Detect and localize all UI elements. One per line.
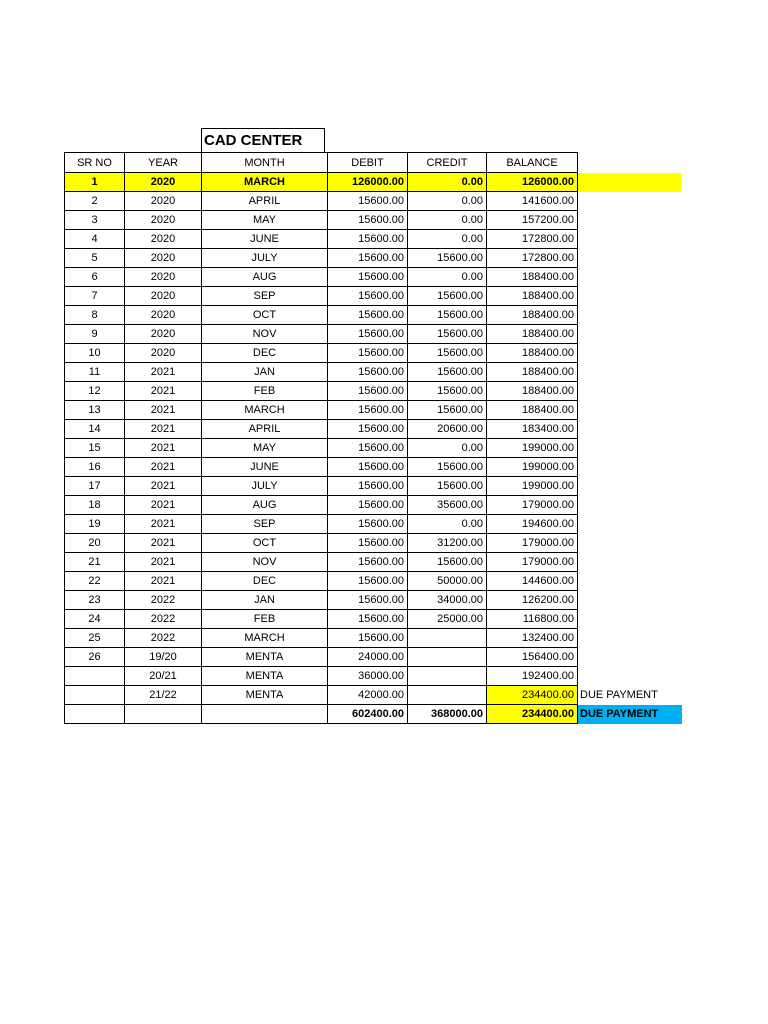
cell-year: 2021 [125, 439, 202, 458]
table-row [65, 325, 682, 344]
cell-month: APRIL [202, 192, 328, 211]
cell-month: MARCH [202, 401, 328, 420]
due-payment-label [578, 306, 682, 325]
cell-year: 2022 [125, 629, 202, 648]
table-row [65, 211, 682, 230]
cell-debit: 15600.00 [328, 287, 408, 306]
table-row [65, 439, 682, 458]
cell-balance: 179000.00 [487, 496, 578, 515]
cell-debit: 15600.00 [328, 382, 408, 401]
cell-year: 2020 [125, 306, 202, 325]
table-row [65, 192, 682, 211]
cell-balance: 157200.00 [487, 211, 578, 230]
cell-year: 2022 [125, 591, 202, 610]
cell-year: 2021 [125, 382, 202, 401]
table-row [65, 553, 682, 572]
cell-balance: 188400.00 [487, 363, 578, 382]
cell-debit: 15600.00 [328, 192, 408, 211]
cell-balance: 188400.00 [487, 268, 578, 287]
cell-credit: 15600.00 [408, 249, 487, 268]
due-payment-label [578, 534, 682, 553]
cell-debit: 15600.00 [328, 420, 408, 439]
cell-balance: 116800.00 [487, 610, 578, 629]
cell-debit: 15600.00 [328, 401, 408, 420]
cell-sr: 4 [65, 230, 125, 249]
cell-year: 2020 [125, 287, 202, 306]
cell-credit: 0.00 [408, 173, 487, 192]
cell-debit: 15600.00 [328, 458, 408, 477]
cell-month: MARCH [202, 629, 328, 648]
due-payment-label [578, 230, 682, 249]
cell-year: 2021 [125, 477, 202, 496]
cell-month: DEC [202, 344, 328, 363]
cell-debit: 15600.00 [328, 496, 408, 515]
table-row [65, 667, 682, 686]
due-payment-label [578, 192, 682, 211]
cell-sr: 1 [65, 173, 125, 192]
cell-month: MENTA [202, 686, 328, 705]
table-row [65, 401, 682, 420]
table-row [65, 230, 682, 249]
cell-year: 2021 [125, 401, 202, 420]
cell-month: NOV [202, 553, 328, 572]
table-row [65, 363, 682, 382]
cell-credit: 15600.00 [408, 344, 487, 363]
due-payment-label [578, 249, 682, 268]
cell-balance: 132400.00 [487, 629, 578, 648]
cell-sr: 17 [65, 477, 125, 496]
cell-year: 2021 [125, 553, 202, 572]
due-payment-label [578, 382, 682, 401]
cell-debit: 15600.00 [328, 515, 408, 534]
due-payment-label [578, 553, 682, 572]
cell-balance: 192400.00 [487, 667, 578, 686]
cell-month: APRIL [202, 420, 328, 439]
cell-credit: 0.00 [408, 268, 487, 287]
cell-year: 2021 [125, 420, 202, 439]
cell-month: AUG [202, 496, 328, 515]
cell-month: NOV [202, 325, 328, 344]
cell-balance: 172800.00 [487, 249, 578, 268]
due-payment-label [578, 420, 682, 439]
cell-debit: 602400.00 [328, 705, 408, 724]
header-debit: DEBIT [328, 153, 408, 173]
cell-credit: 0.00 [408, 515, 487, 534]
cell-credit: 15600.00 [408, 306, 487, 325]
cell-month: MAY [202, 211, 328, 230]
cell-debit: 15600.00 [328, 591, 408, 610]
cell-month: MENTA [202, 667, 328, 686]
cell-credit: 15600.00 [408, 477, 487, 496]
due-payment-label [578, 667, 682, 686]
cell-credit: 34000.00 [408, 591, 487, 610]
cell-year: 2021 [125, 363, 202, 382]
cell-year: 21/22 [125, 686, 202, 705]
due-payment-label [578, 268, 682, 287]
cell-credit: 0.00 [408, 439, 487, 458]
cell-balance: 179000.00 [487, 553, 578, 572]
table-row [65, 477, 682, 496]
cell-balance: 188400.00 [487, 325, 578, 344]
due-payment-label: DUE PAYMENT [578, 705, 682, 724]
cell-month: MAY [202, 439, 328, 458]
spreadsheet-page [64, 128, 682, 724]
cell-sr: 15 [65, 439, 125, 458]
cell-balance: 172800.00 [487, 230, 578, 249]
cell-month: SEP [202, 515, 328, 534]
cell-debit: 15600.00 [328, 363, 408, 382]
cell-month: FEB [202, 610, 328, 629]
cell-credit [408, 667, 487, 686]
cell-debit: 15600.00 [328, 268, 408, 287]
cell-balance: 199000.00 [487, 439, 578, 458]
table-row [65, 686, 682, 705]
cell-year: 2021 [125, 572, 202, 591]
header-credit: CREDIT [408, 153, 487, 173]
cell-month: MARCH [202, 173, 328, 192]
cell-credit: 15600.00 [408, 287, 487, 306]
due-payment-label [578, 515, 682, 534]
cell-sr: 6 [65, 268, 125, 287]
due-payment-label [578, 458, 682, 477]
cell-sr: 7 [65, 287, 125, 306]
header-year: YEAR [125, 153, 202, 173]
cell-credit: 15600.00 [408, 382, 487, 401]
cell-sr: 16 [65, 458, 125, 477]
cell-debit: 126000.00 [328, 173, 408, 192]
table-row [65, 496, 682, 515]
cell-sr [65, 686, 125, 705]
table-row [65, 249, 682, 268]
cell-year: 2020 [125, 192, 202, 211]
cell-month: OCT [202, 306, 328, 325]
cell-year: 2020 [125, 325, 202, 344]
cell-credit: 0.00 [408, 192, 487, 211]
cell-debit: 15600.00 [328, 325, 408, 344]
cell-credit: 31200.00 [408, 534, 487, 553]
table-row [65, 268, 682, 287]
cell-credit: 35600.00 [408, 496, 487, 515]
cell-debit: 24000.00 [328, 648, 408, 667]
due-payment-label [578, 211, 682, 230]
table-row [65, 458, 682, 477]
table-row [65, 287, 682, 306]
cell-balance: 199000.00 [487, 458, 578, 477]
table-row [65, 534, 682, 553]
cell-balance: 156400.00 [487, 648, 578, 667]
cell-sr: 18 [65, 496, 125, 515]
table-row [65, 420, 682, 439]
header-note-spacer [578, 153, 682, 173]
due-payment-label [578, 344, 682, 363]
cell-balance: 188400.00 [487, 287, 578, 306]
due-payment-label [578, 629, 682, 648]
cell-year: 2021 [125, 458, 202, 477]
cell-debit: 42000.00 [328, 686, 408, 705]
header-balance: BALANCE [487, 153, 578, 173]
cell-balance: 188400.00 [487, 401, 578, 420]
cell-balance: 144600.00 [487, 572, 578, 591]
cell-balance: 188400.00 [487, 344, 578, 363]
cell-sr: 22 [65, 572, 125, 591]
due-payment-label: DUE PAYMENT [580, 689, 658, 701]
cell-credit [408, 686, 487, 705]
cell-debit: 15600.00 [328, 572, 408, 591]
cell-sr: 26 [65, 648, 125, 667]
table-row [65, 629, 682, 648]
cell-debit: 15600.00 [328, 439, 408, 458]
cell-month: JULY [202, 477, 328, 496]
cell-year: 2020 [125, 173, 202, 192]
cell-month: OCT [202, 534, 328, 553]
cell-debit: 15600.00 [328, 306, 408, 325]
cell-debit: 15600.00 [328, 610, 408, 629]
cell-credit: 0.00 [408, 230, 487, 249]
cell-month: FEB [202, 382, 328, 401]
cell-debit: 15600.00 [328, 553, 408, 572]
cell-debit: 15600.00 [328, 211, 408, 230]
cell-year: 2022 [125, 610, 202, 629]
cell-year: 2020 [125, 249, 202, 268]
cell-debit: 15600.00 [328, 534, 408, 553]
cell-month: JAN [202, 591, 328, 610]
cell-balance: 194600.00 [487, 515, 578, 534]
due-payment-label [578, 477, 682, 496]
cell-sr: 3 [65, 211, 125, 230]
due-payment-label [578, 363, 682, 382]
cell-month: JULY [202, 249, 328, 268]
cell-sr: 23 [65, 591, 125, 610]
table-row [65, 572, 682, 591]
due-payment-label [578, 325, 682, 344]
cell-month: MENTA [202, 648, 328, 667]
cell-year: 2021 [125, 534, 202, 553]
cell-sr [65, 667, 125, 686]
cell-credit [408, 629, 487, 648]
cell-credit: 15600.00 [408, 325, 487, 344]
due-payment-label [578, 648, 682, 667]
cell-sr [65, 705, 125, 724]
cell-sr: 20 [65, 534, 125, 553]
cell-balance: 126200.00 [487, 591, 578, 610]
cell-sr: 12 [65, 382, 125, 401]
cell-year: 20/21 [125, 667, 202, 686]
cell-sr: 5 [65, 249, 125, 268]
table-row [65, 344, 682, 363]
cell-sr: 25 [65, 629, 125, 648]
cell-year: 2020 [125, 211, 202, 230]
cell-month: JUNE [202, 458, 328, 477]
cell-sr: 8 [65, 306, 125, 325]
cell-credit: 50000.00 [408, 572, 487, 591]
header-row [65, 153, 682, 173]
cell-balance: 188400.00 [487, 382, 578, 401]
cell-debit: 15600.00 [328, 477, 408, 496]
cell-credit: 15600.00 [408, 458, 487, 477]
cell-year: 2021 [125, 496, 202, 515]
cell-balance: 234400.00 [487, 705, 578, 724]
cell-year: 2020 [125, 230, 202, 249]
cell-sr: 19 [65, 515, 125, 534]
cell-year [125, 705, 202, 724]
cell-credit: 15600.00 [408, 363, 487, 382]
due-payment-label [578, 173, 682, 192]
table-row [65, 705, 682, 724]
cell-month: SEP [202, 287, 328, 306]
table-row [65, 382, 682, 401]
cell-balance: 179000.00 [487, 534, 578, 553]
cell-sr: 10 [65, 344, 125, 363]
cell-year: 2021 [125, 515, 202, 534]
cell-sr: 21 [65, 553, 125, 572]
due-payment-label [578, 401, 682, 420]
cell-sr: 2 [65, 192, 125, 211]
cell-balance: 188400.00 [487, 306, 578, 325]
cell-sr: 14 [65, 420, 125, 439]
cell-credit: 15600.00 [408, 401, 487, 420]
table-row [65, 610, 682, 629]
cell-debit: 15600.00 [328, 249, 408, 268]
cell-balance: 234400.00 [487, 686, 578, 705]
cell-debit: 15600.00 [328, 344, 408, 363]
table-body [65, 173, 682, 724]
table-row [65, 515, 682, 534]
ledger-table [64, 152, 682, 724]
due-payment-label [578, 439, 682, 458]
cell-sr: 24 [65, 610, 125, 629]
due-payment-label [578, 610, 682, 629]
cell-month: DEC [202, 572, 328, 591]
cell-credit: 0.00 [408, 211, 487, 230]
table-row [65, 173, 682, 192]
cell-month [202, 705, 328, 724]
due-payment-label [578, 572, 682, 591]
cell-balance: 183400.00 [487, 420, 578, 439]
cell-credit: 15600.00 [408, 553, 487, 572]
due-payment-label [578, 287, 682, 306]
cell-balance: 141600.00 [487, 192, 578, 211]
cell-year: 2020 [125, 344, 202, 363]
cell-sr: 11 [65, 363, 125, 382]
table-row [65, 591, 682, 610]
cell-month: JAN [202, 363, 328, 382]
cell-year: 2020 [125, 268, 202, 287]
cell-balance: 126000.00 [487, 173, 578, 192]
cell-debit: 36000.00 [328, 667, 408, 686]
cell-month: JUNE [202, 230, 328, 249]
cell-month: AUG [202, 268, 328, 287]
cell-credit: 368000.00 [408, 705, 487, 724]
cell-sr: 13 [65, 401, 125, 420]
table-row [65, 648, 682, 667]
cell-debit: 15600.00 [328, 230, 408, 249]
sheet-title: CAD CENTER [201, 128, 325, 153]
cell-year: 19/20 [125, 648, 202, 667]
cell-credit: 20600.00 [408, 420, 487, 439]
cell-credit: 25000.00 [408, 610, 487, 629]
due-payment-label [578, 496, 682, 515]
header-sr-no: SR NO [65, 153, 125, 173]
due-payment-label [578, 591, 682, 610]
cell-credit [408, 648, 487, 667]
cell-balance: 199000.00 [487, 477, 578, 496]
header-month: MONTH [202, 153, 328, 173]
cell-debit: 15600.00 [328, 629, 408, 648]
table-row [65, 306, 682, 325]
cell-sr: 9 [65, 325, 125, 344]
